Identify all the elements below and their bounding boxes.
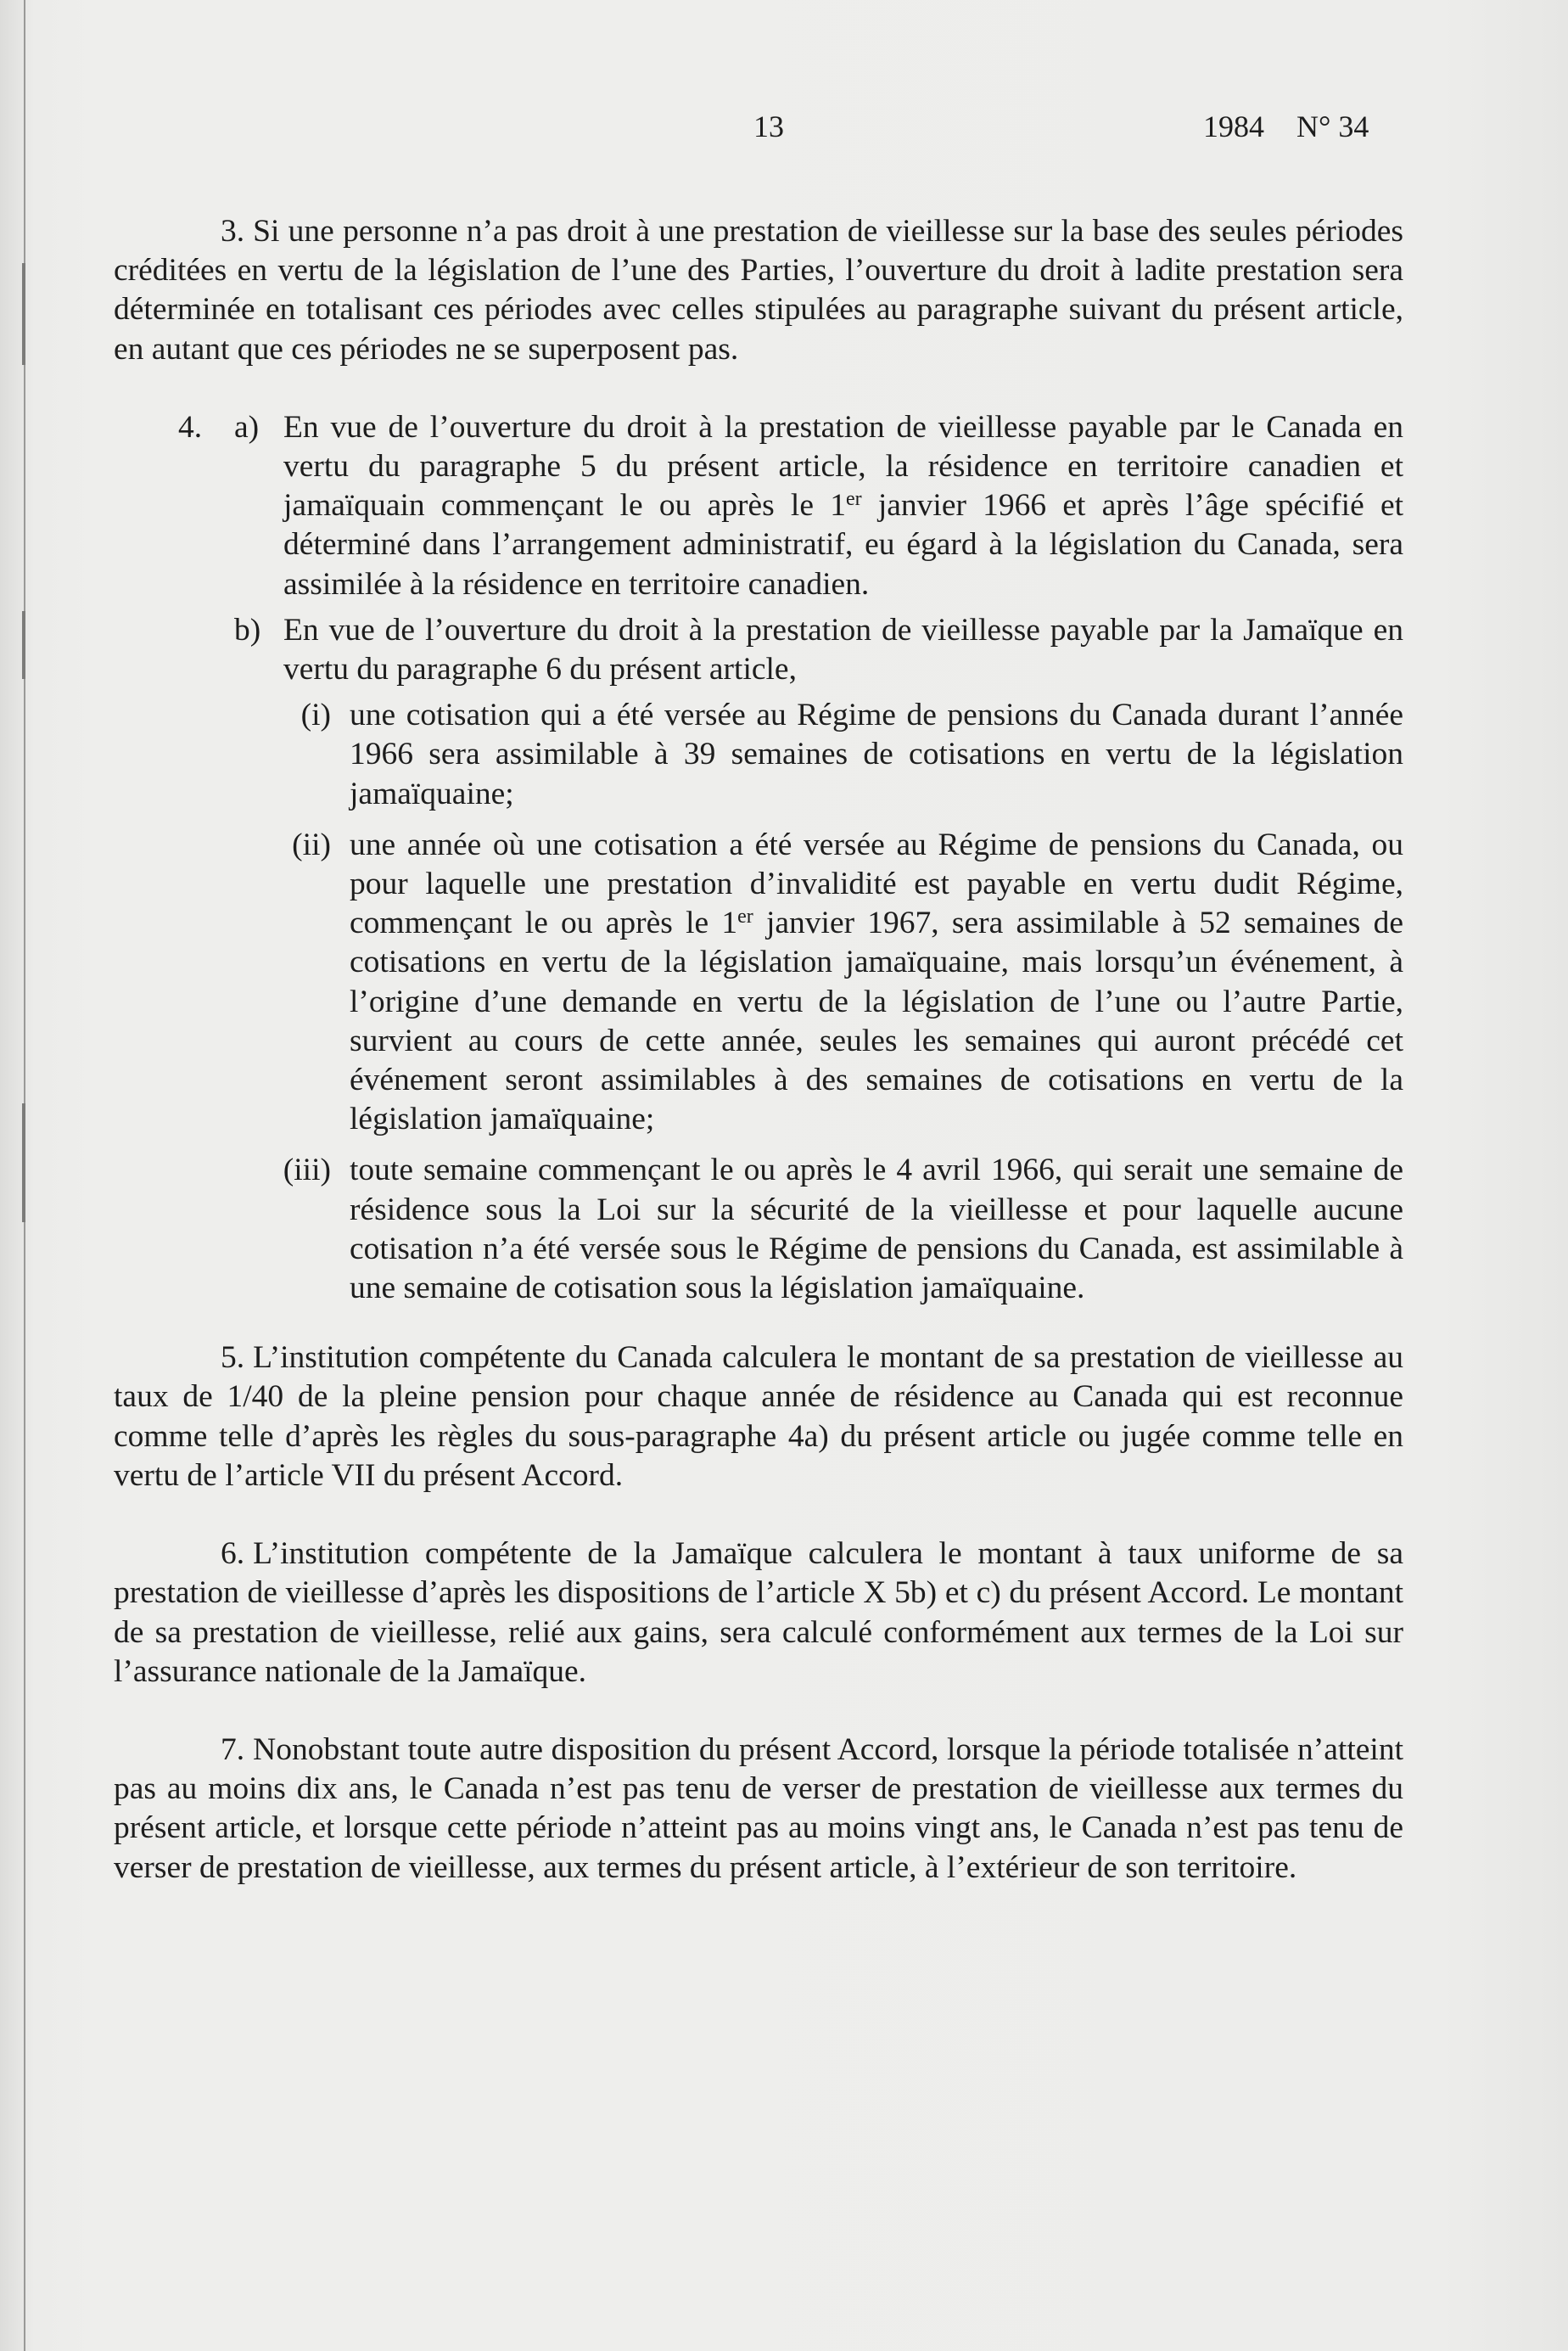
- paragraph-6: [114, 1535, 1403, 1692]
- clause-text: toute semaine commençant le ou après le 4 avril 1966, qui serait une semaine de résidence sous la Loi sur la sécurité de la vieillesse et pour laquelle aucune cotisation n’a été versée sous le Régime de pensions du Canada, est assimilable à une semaine de cotisation sous la législation jamaïquaine.: [350, 1153, 1403, 1306]
- clause-text: une année où une cotisation a été versée au Régime de pensions du Canada, ou pour laquelle une prestation d’invalidité est payable en vertu dudit Régime, commençant le ou après le 1: [350, 827, 1403, 941]
- binding-mark: [22, 1103, 25, 1222]
- paragraph-text: Si une personne n’a pas droit à une prestation de vieillesse sur la base des seules périodes créditées en vertu de la législation de l’une des Parties, l’ouverture du droit à ladite prestation sera déterminée en totalisant ces périodes avec celles stipulées au paragraphe suivant du présent article, en autant que ces périodes ne se superposent pas.: [114, 214, 1403, 367]
- clause-text: une cotisation qui a été versée au Régime de pensions du Canada durant l’année 1966 sera assimilable à 39 semaines de cotisations en vertu de la législation jamaïquaine;: [350, 698, 1403, 811]
- subparagraph-label: b): [234, 612, 261, 648]
- binding-mark: [22, 611, 25, 679]
- paragraph-number: 3.: [221, 214, 245, 249]
- paragraph-number: 6.: [221, 1536, 245, 1572]
- clause-ii: [114, 826, 1403, 1140]
- document-body: [114, 212, 1403, 1927]
- issue-number: N° 34: [1296, 109, 1369, 143]
- superscript: er: [845, 488, 862, 511]
- clause-label: (ii): [292, 827, 331, 862]
- paragraph-3: [114, 212, 1403, 369]
- subparagraph-b: [114, 611, 1403, 689]
- clause-label: (i): [300, 698, 331, 733]
- page-number: 13: [753, 109, 784, 143]
- binding-mark: [22, 263, 25, 365]
- paragraph-number: 4.: [178, 409, 203, 445]
- clause-list: [114, 696, 1403, 1308]
- paragraph-text: L’institution compétente du Canada calculera le montant de sa prestation de vieillesse au taux de 1/40 de la pleine pension pour chaque année de résidence au Canada qui est reconnue comme telle d’après les règles du sous-paragraphe 4a) du présent article ou jugée comme telle en vertu de l’article VII du présent Accord.: [114, 1340, 1403, 1493]
- page-header: [0, 109, 1568, 151]
- clause-i: [114, 696, 1403, 814]
- subparagraph-a: [114, 408, 1403, 604]
- superscript: er: [737, 906, 753, 929]
- subparagraph-label: a): [234, 409, 260, 445]
- subparagraph-text: En vue de l’ouverture du droit à la prestation de vieillesse payable par la Jamaïque en vertu du paragraphe 6 du présent article,: [283, 612, 1403, 687]
- paragraph-text: L’institution compétente de la Jamaïque calculera le montant à taux uniforme de sa prestation de vieillesse d’après les dispositions de l’article X 5b) et c) du présent Accord. Le montant de sa prestation de vieillesse, relié aux gains, sera calculé conformément aux termes de la Loi sur l’assurance nationale de la Jamaïque.: [114, 1536, 1403, 1689]
- issue-reference: [1203, 109, 1369, 144]
- subparagraph-text-continued: janvier 1966 et après l’âge spécifié et déterminé dans l’arrangement administratif, eu égard à la législation du Canada, sera assimilée à la résidence en territoire canadien.: [283, 488, 1404, 602]
- subparagraph-text: En vue de l’ouverture du droit à la prestation de vieillesse payable par le Canada en vertu du paragraphe 5 du présent article, la résidence en territoire canadien et jamaïquain commençant le ou après le 1: [283, 409, 1403, 524]
- issue-year: 1984: [1203, 109, 1264, 143]
- clause-iii: [114, 1151, 1403, 1308]
- paragraph-4: [114, 408, 1403, 1308]
- paragraph-number: 7.: [221, 1731, 245, 1767]
- clause-label: (iii): [283, 1153, 331, 1188]
- paragraph-7: [114, 1731, 1403, 1888]
- paragraph-5: [114, 1338, 1403, 1495]
- paragraph-number: 5.: [221, 1340, 245, 1376]
- clause-text-continued: janvier 1967, sera assimilable à 52 semaines de cotisations en vertu de la législation jamaïquaine, mais lorsqu’un événement, à l’origine d’une demande en vertu de la législation de l’une ou l’autre Partie, survient au cours de cette année, seules les semaines qui auront précédé cet événement seront assimilables à des semaines de cotisations en vertu de la législation jamaïquaine;: [350, 906, 1403, 1137]
- paragraph-text: Nonobstant toute autre disposition du présent Accord, lorsque la période totalisée n’atteint pas au moins dix ans, le Canada n’est pas tenu de verser de prestation de vieillesse aux termes du présent article, et lorsque cette période n’atteint pas au moins vingt ans, le Canada n’est pas tenu de verser de prestation de vieillesse, aux termes du présent article, à l’extérieur de son territoire.: [114, 1731, 1403, 1885]
